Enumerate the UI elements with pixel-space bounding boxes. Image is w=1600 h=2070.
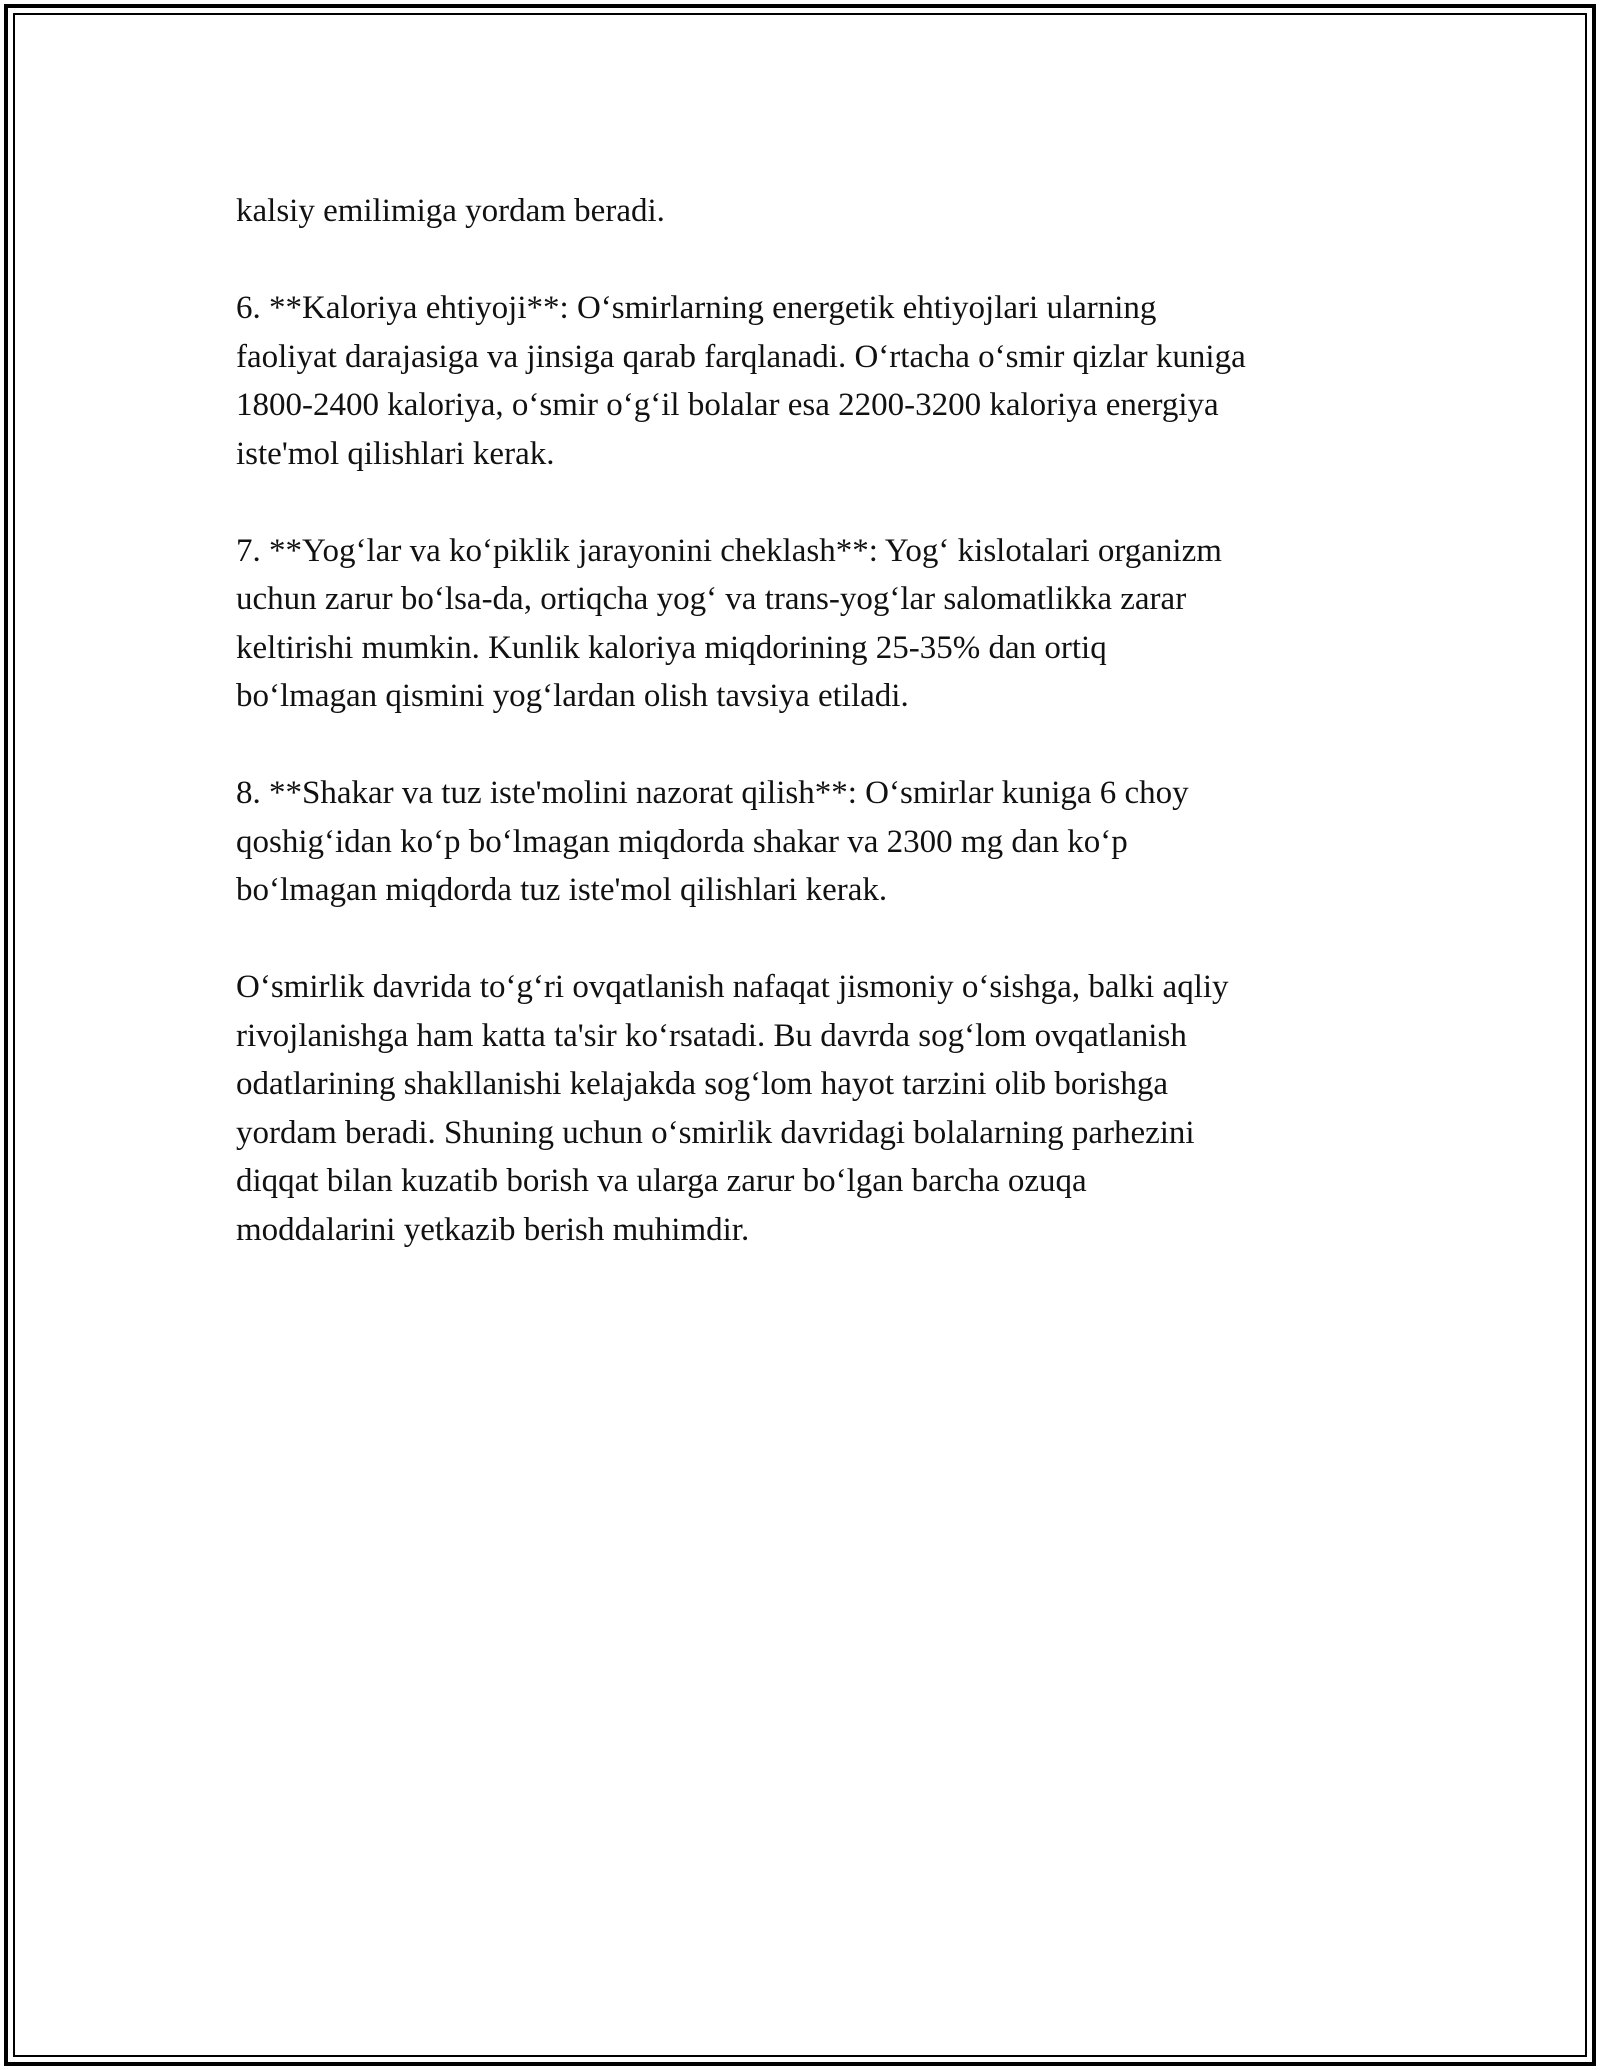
conclusion-paragraph (236, 963, 1386, 1254)
text-line: qoshig‘idan ko‘p bo‘lmagan miqdorda shakar va 2300 mg dan ko‘p (236, 823, 1128, 860)
text-line: bo‘lmagan miqdorda tuz iste'mol qilishlari kerak. (236, 872, 888, 908)
text-line: diqqat bilan kuzatib borish va ularga zarur bo‘lgan barcha ozuqa (236, 1163, 1087, 1199)
text-line: 1800-2400 kaloriya, o‘smir o‘g‘il bolalar esa 2200-3200 kaloriya energiya (236, 387, 1219, 423)
list-item-8 (236, 769, 1386, 915)
paragraph-gap (236, 478, 1386, 527)
text-line: 6. **Kaloriya ehtiyoji**: O‘smirlarning energetik ehtiyojlari ularning (236, 290, 1157, 326)
paragraph-gap (236, 915, 1386, 964)
text-line: faoliyat darajasiga va jinsiga qarab farqlanadi. O‘rtacha o‘smir qizlar kuniga (236, 338, 1246, 375)
text-line: bo‘lmagan qismini yog‘lardan olish tavsiya etiladi. (236, 678, 909, 714)
text-line: odatlarining shakllanishi kelajakda sog‘lom hayot tarzini olib borishga (236, 1066, 1169, 1102)
text-line: rivojlanishga ham katta ta'sir ko‘rsatadi. Bu davrda sog‘lom ovqatlanish (236, 1017, 1187, 1054)
list-item-6 (236, 284, 1386, 478)
text-line: 7. **Yog‘lar va ko‘piklik jarayonini cheklash**: Yog‘ kislotalari organizm (236, 532, 1222, 569)
document-body (236, 187, 1386, 1254)
paragraph-gap (236, 236, 1386, 285)
text-line: kalsiy emilimiga yordam beradi. (236, 193, 665, 229)
text-line: uchun zarur bo‘lsa-da, ortiqcha yog‘ va trans-yog‘lar salomatlikka zarar (236, 581, 1187, 617)
text-line: 8. **Shakar va tuz iste'molini nazorat qilish**: O‘smirlar kuniga 6 choy (236, 775, 1189, 811)
text-line: moddalarini yetkazib berish muhimdir. (236, 1211, 750, 1248)
list-item-7 (236, 527, 1386, 721)
text-line: yordam beradi. Shuning uchun o‘smirlik davridagi bolalarning parhezini (236, 1114, 1195, 1151)
paragraph-continuation (236, 187, 1386, 236)
text-line: keltirishi mumkin. Kunlik kaloriya miqdorining 25-35% dan ortiq (236, 629, 1107, 666)
paragraph-gap (236, 721, 1386, 770)
text-line: O‘smirlik davrida to‘g‘ri ovqatlanish nafaqat jismoniy o‘sishga, balki aqliy (236, 969, 1229, 1005)
text-line: iste'mol qilishlari kerak. (236, 435, 555, 472)
